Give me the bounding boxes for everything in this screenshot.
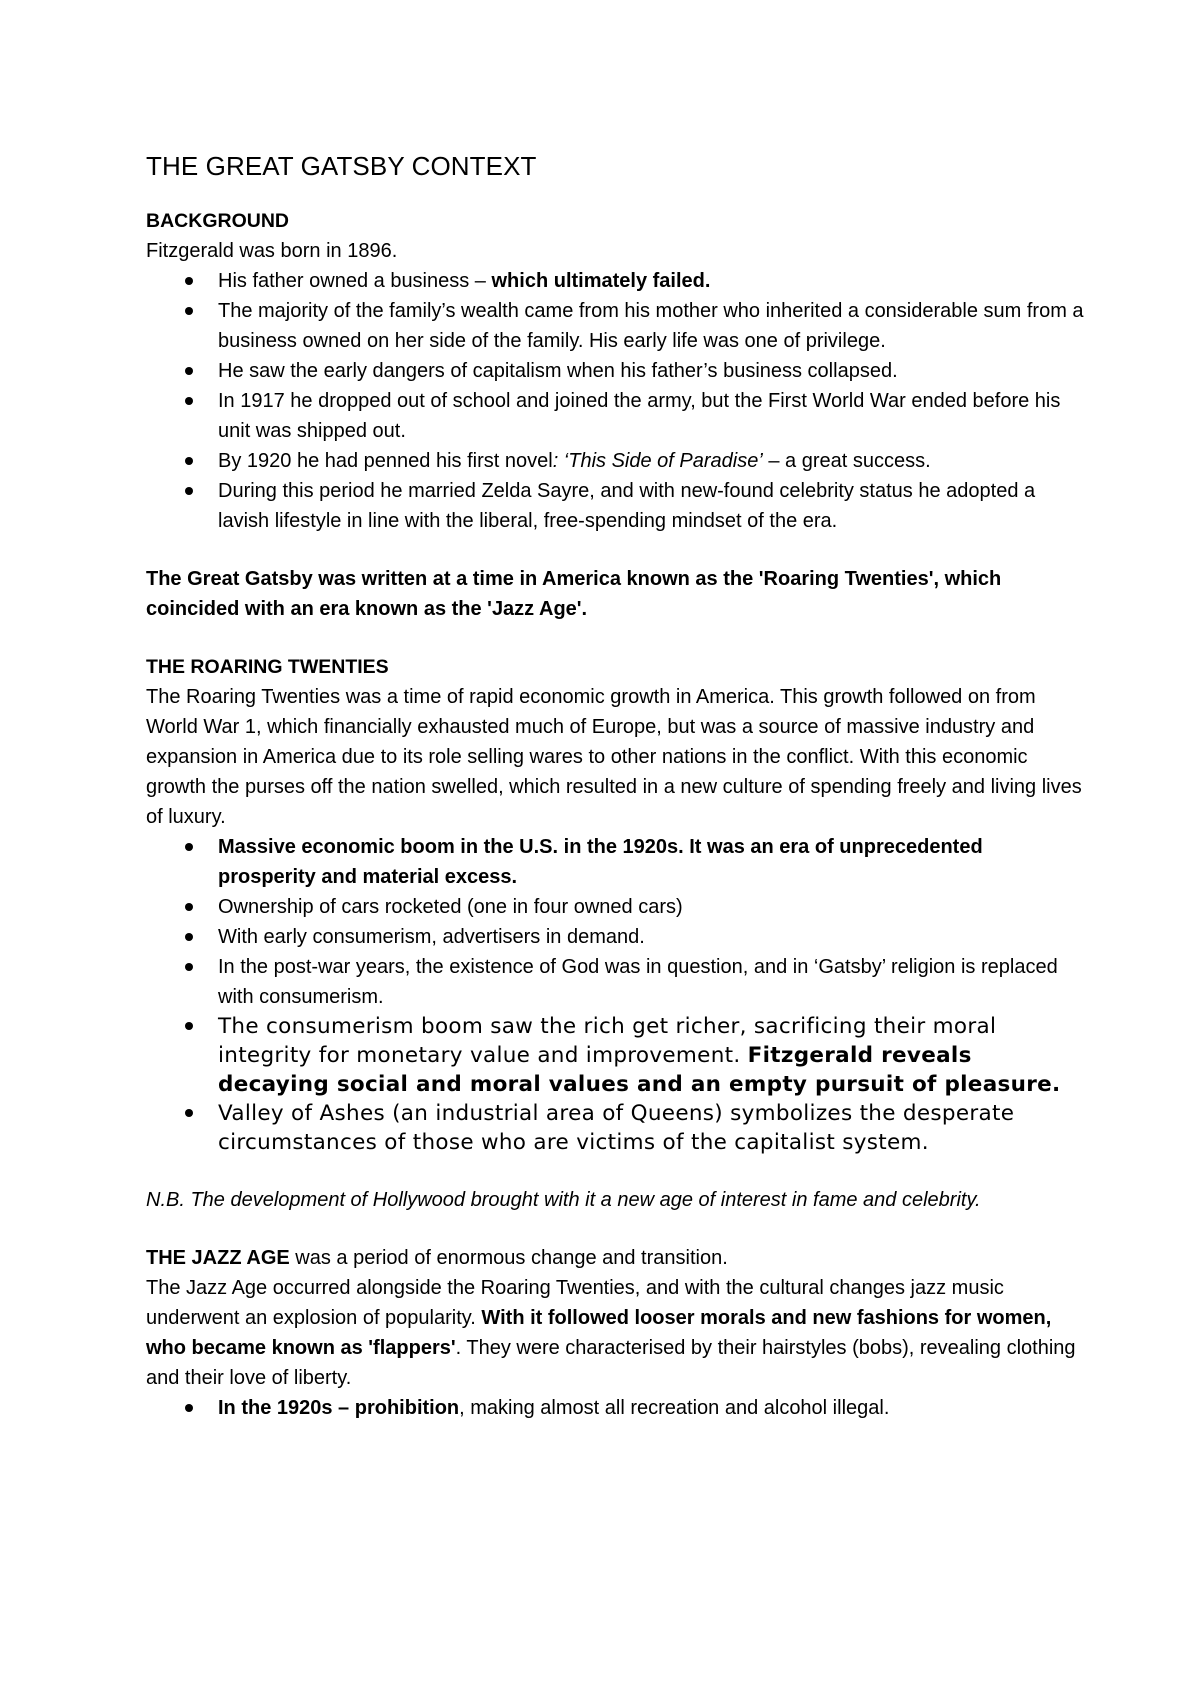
bullet-text: , making almost all recreation and alcohol illegal. <box>459 1397 890 1419</box>
jazz-age-list <box>146 1393 1086 1423</box>
list-item: During this period he married Zelda Sayre, and with new-found celebrity status he adopted a lavish lifestyle in line with the liberal, free-spending mindset of the era. <box>218 476 1086 536</box>
spacer <box>146 624 1086 652</box>
spacer <box>146 1215 1086 1243</box>
bullet-text: By 1920 he had penned his first novel <box>218 450 553 472</box>
paragraph-text-bold: With it followed looser morals and new fashions for women, who became known as 'flappers' <box>146 1307 1052 1359</box>
bullet-text: His father owned a business – <box>218 270 492 292</box>
background-list <box>146 266 1086 536</box>
paragraph-text: The Jazz Age occurred alongside the Roaring Twenties, and with the cultural changes jazz music underwent an explosion of popularity. <box>146 1277 1004 1329</box>
background-intro: Fitzgerald was born in 1896. <box>146 240 398 262</box>
list-item: Massive economic boom in the U.S. in the 1920s. It was an era of unprecedented prosperity and material excess. <box>218 832 1086 892</box>
list-item: He saw the early dangers of capitalism when his father’s business collapsed. <box>218 356 1086 386</box>
bullet-text: – a great success. <box>762 450 931 472</box>
list-item <box>218 446 1086 476</box>
spacer <box>146 1157 1086 1185</box>
hollywood-note: N.B. The development of Hollywood brought with it a new age of interest in fame and celebrity. <box>146 1189 981 1211</box>
bullet-text-bold: Fitzgerald reveals decaying social and moral values and an empty pursuit of pleasure. <box>218 1043 1061 1097</box>
spacer <box>146 536 1086 564</box>
novel-title: : ‘This Side of Paradise’ <box>552 450 763 472</box>
list-item: In the post-war years, the existence of God was in question, and in ‘Gatsby’ religion is replaced with consumerism. <box>218 952 1086 1012</box>
jazz-age-heading <box>146 1243 1086 1273</box>
bullet-text-bold: In the 1920s – prohibition <box>218 1397 460 1419</box>
roaring-twenties-list <box>146 832 1086 1157</box>
list-item: With early consumerism, advertisers in demand. <box>218 922 1086 952</box>
list-item <box>218 1393 1086 1423</box>
list-item <box>218 1012 1086 1099</box>
document-body <box>146 146 1086 1423</box>
background-heading: BACKGROUND <box>146 210 289 232</box>
list-item: In 1917 he dropped out of school and joined the army, but the First World War ended before his unit was shipped out. <box>218 386 1086 446</box>
jazz-age-heading-bold: THE JAZZ AGE <box>146 1247 290 1269</box>
list-item <box>218 266 1086 296</box>
bullet-text-bold: which ultimately failed. <box>491 270 711 292</box>
paragraph-text: . They were characterised by their hairstyles (bobs), revealing clothing and their love of liberty. <box>146 1337 1076 1389</box>
roaring-twenties-paragraph: The Roaring Twenties was a time of rapid economic growth in America. This growth followed on from World War 1, which financially exhausted much of Europe, but was a source of massive industry and expansion in America due to its role selling wares to other nations in the conflict. With this economic growth the purses off the nation swelled, which resulted in a new culture of spending freely and living lives of luxury. <box>146 686 1082 828</box>
list-item: Valley of Ashes (an industrial area of Queens) symbolizes the desperate circumstances of those who are victims of the capitalist system. <box>218 1099 1086 1157</box>
summary-statement: The Great Gatsby was written at a time in America known as the 'Roaring Twenties', which coincided with an era known as the 'Jazz Age'. <box>146 568 1002 620</box>
jazz-age-paragraph <box>146 1273 1086 1393</box>
list-item: Ownership of cars rocketed (one in four owned cars) <box>218 892 1086 922</box>
bullet-text: The consumerism boom saw the rich get richer, sacrificing their moral integrity for monetary value and improvement. <box>218 1014 997 1068</box>
list-item: The majority of the family’s wealth came from his mother who inherited a considerable sum from a business owned on her side of the family. His early life was one of privilege. <box>218 296 1086 356</box>
page-title: THE GREAT GATSBY CONTEXT <box>146 151 537 181</box>
roaring-twenties-heading: THE ROARING TWENTIES <box>146 656 389 678</box>
jazz-age-heading-rest: was a period of enormous change and transition. <box>289 1247 728 1269</box>
